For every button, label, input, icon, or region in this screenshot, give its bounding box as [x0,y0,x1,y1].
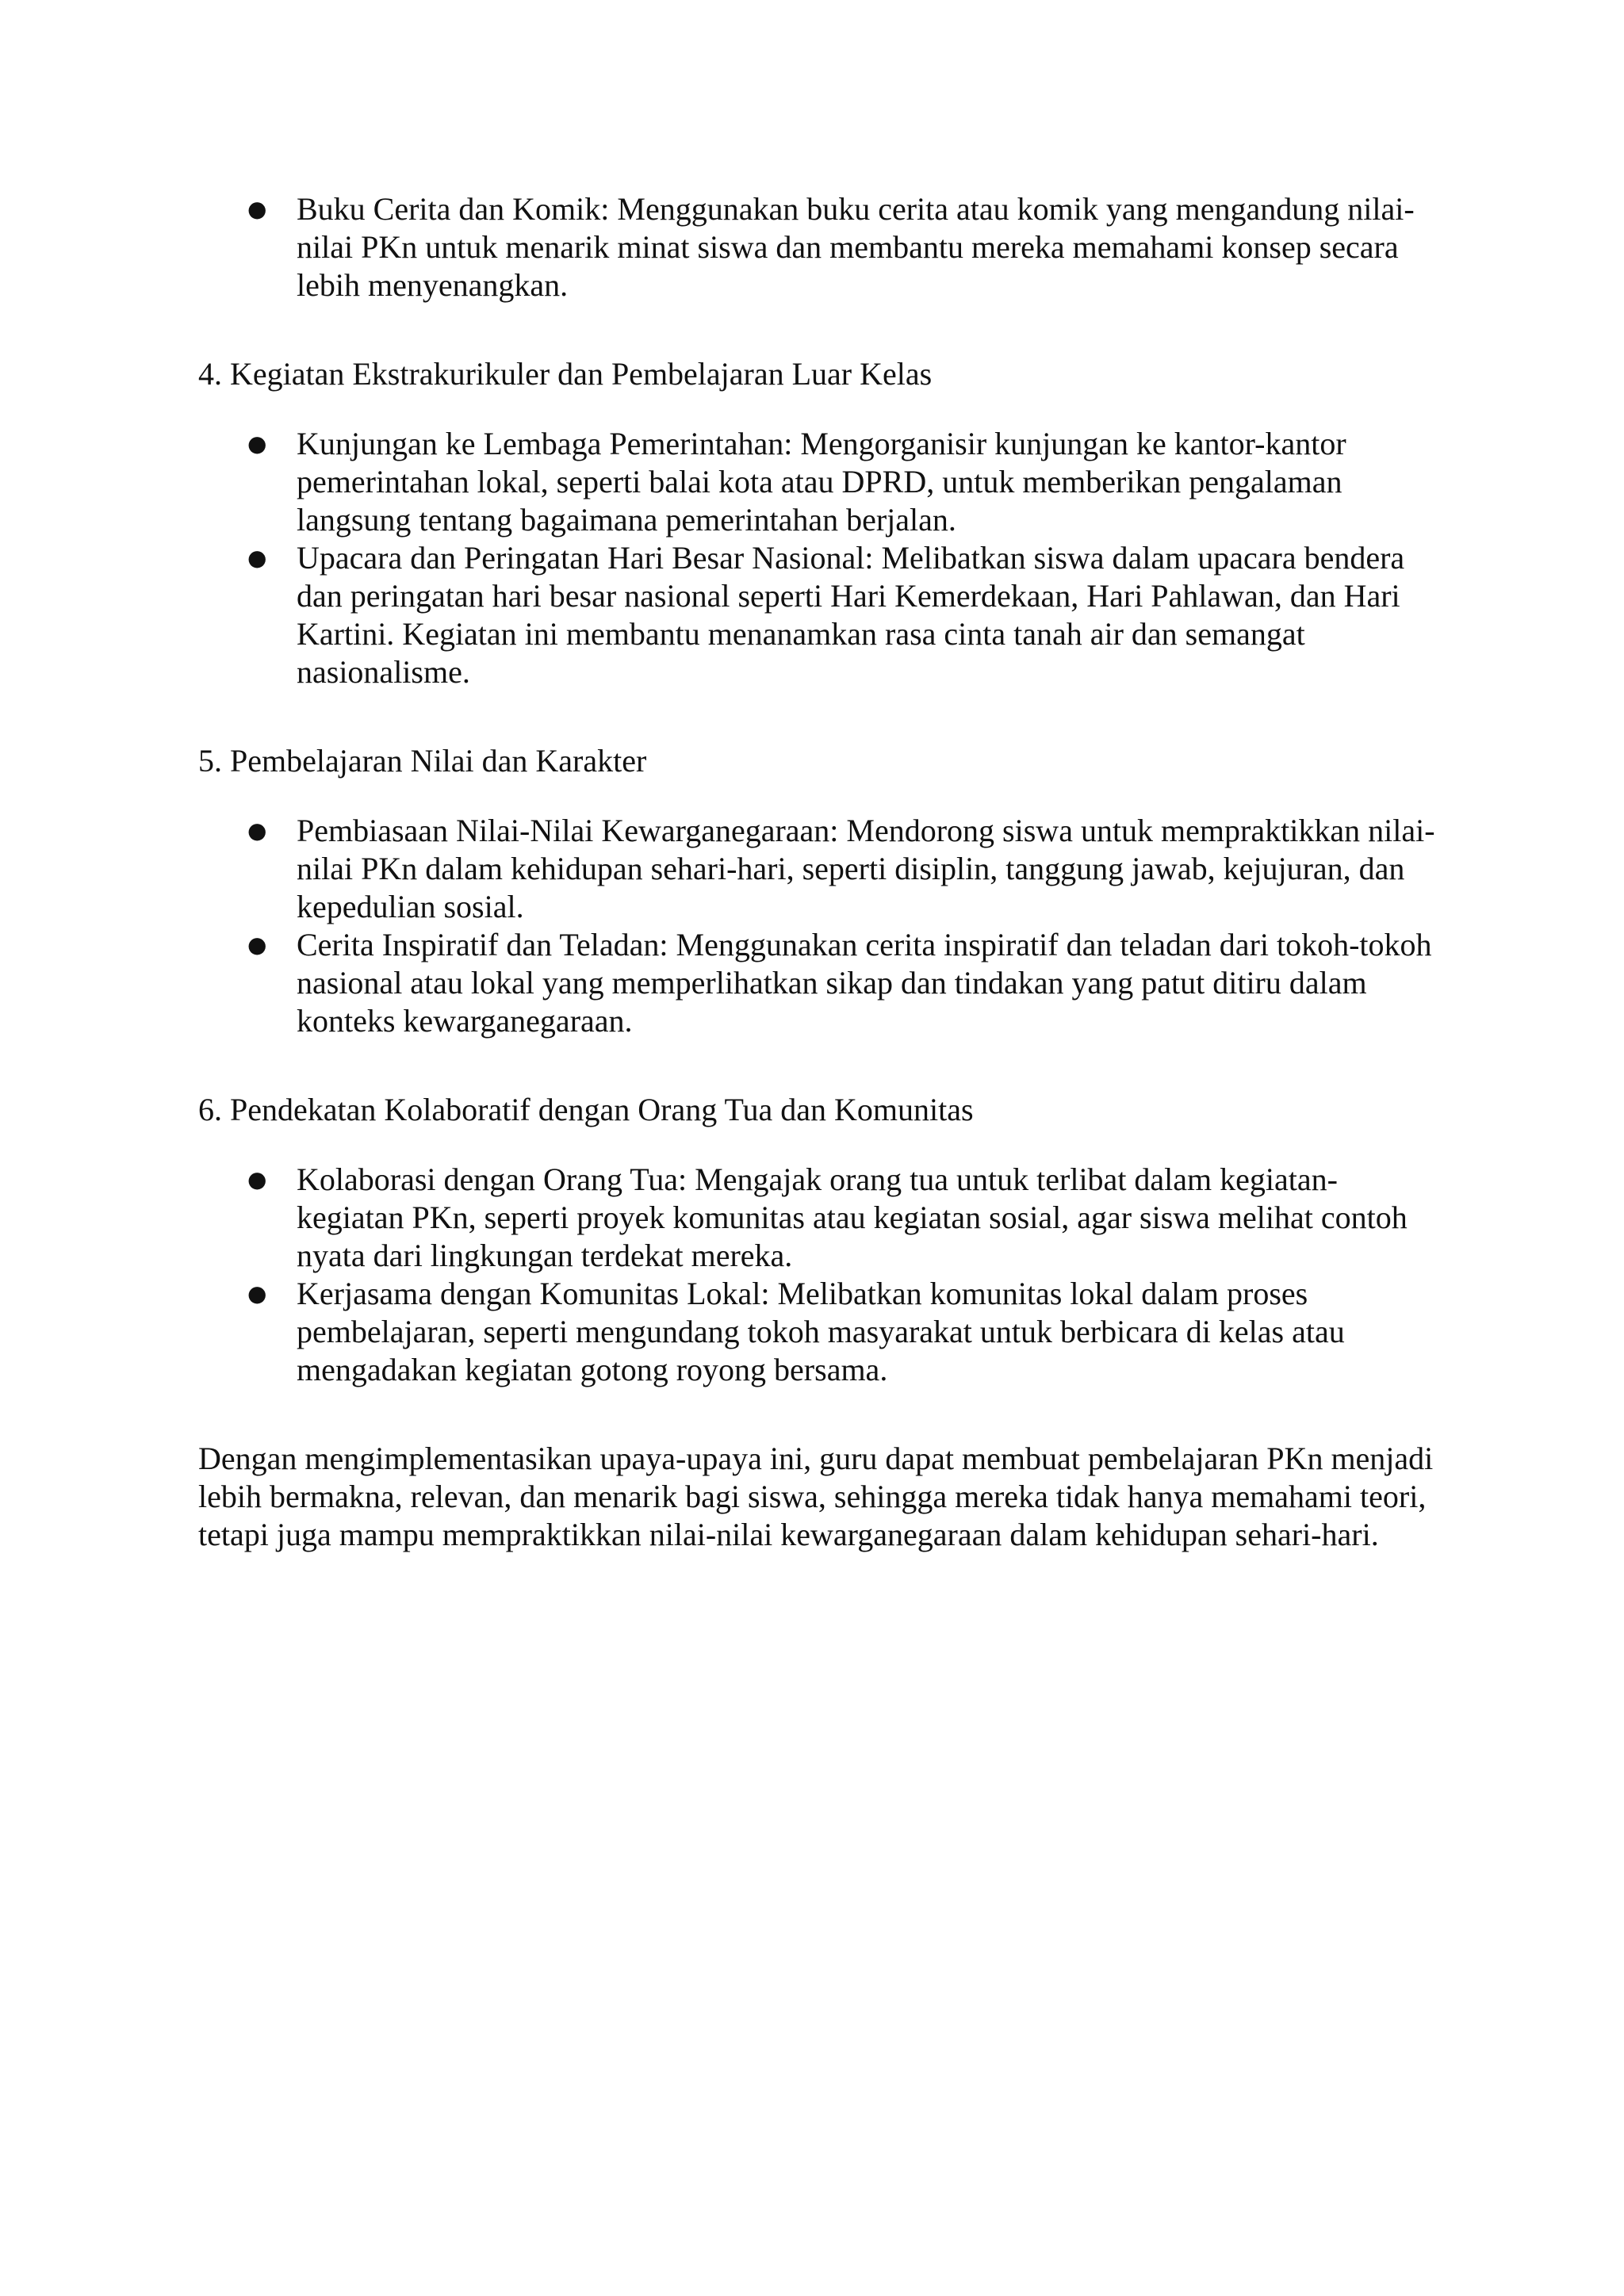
bullet-icon: ● [247,1166,267,1192]
closing-paragraph: Dengan mengimplementasikan upaya-upaya ini, guru dapat membuat pembelajaran PKn menjadi lebih bermakna, relevan, dan menarik bagi siswa, sehingga mereka tidak hanya memahami teori, tetapi juga mampu mempraktikkan nilai-nilai kewarganegaraan dalam kehidupan sehari-hari. [198,1441,1434,1552]
bullet-icon: ● [247,430,267,457]
bullet-icon: ● [247,1280,267,1307]
list-item-text: Pembiasaan Nilai-Nilai Kewarganegaraan: Mendorong siswa untuk mempraktikkan nilai-nilai PKn dalam kehidupan sehari-hari, seperti disiplin, tanggung jawab, kejujuran, dan kepedulian sosial. [297,813,1435,924]
intro-bullet-list [198,190,1435,304]
list-item [198,1275,1435,1389]
section-4-bullet-list [198,425,1435,691]
section-heading-6: 6. Pendekatan Kolaboratif dengan Orang Tua dan Komunitas [198,1092,974,1127]
list-item [198,1161,1435,1275]
bullet-icon: ● [247,545,267,571]
list-item-text: Kerjasama dengan Komunitas Lokal: Melibatkan komunitas lokal dalam proses pembelajaran, seperti mengundang tokoh masyarakat untuk berbicara di kelas atau mengadakan kegiatan gotong royong bersama. [297,1276,1345,1387]
section-5-bullet-list [198,812,1435,1040]
bullet-icon: ● [247,817,267,844]
list-item-text: Buku Cerita dan Komik: Menggunakan buku cerita atau komik yang mengandung nilai-nilai PKn untuk menarik minat siswa dan membantu mereka memahami konsep secara lebih menyenangkan. [297,191,1415,303]
list-item-text: Upacara dan Peringatan Hari Besar Nasional: Melibatkan siswa dalam upacara bendera dan peringatan hari besar nasional seperti Hari Kemerdekaan, Hari Pahlawan, dan Hari Kartini. Kegiatan ini membantu menanamkan rasa cinta tanah air dan semangat nasionalisme. [297,540,1405,690]
list-item [198,812,1435,926]
list-item [198,190,1435,304]
list-item-text: Kolaborasi dengan Orang Tua: Mengajak orang tua untuk terlibat dalam kegiatan-kegiatan PKn, seperti proyek komunitas atau kegiatan sosial, agar siswa melihat contoh nyata dari lingkungan terdekat mereka. [297,1161,1408,1273]
list-item-text: Kunjungan ke Lembaga Pemerintahan: Mengorganisir kunjungan ke kantor-kantor pemerintahan lokal, seperti balai kota atau DPRD, untuk memberikan pengalaman langsung tentang bagaimana pemerintahan berjalan. [297,426,1346,538]
section-6-bullet-list [198,1161,1435,1389]
bullet-icon: ● [247,196,267,222]
document-body [198,190,1435,1554]
list-item [198,539,1435,691]
list-item-text: Cerita Inspiratif dan Teladan: Menggunakan cerita inspiratif dan teladan dari tokoh-tokoh nasional atau lokal yang memperlihatkan sikap dan tindakan yang patut ditiru dalam konteks kewarganegaraan. [297,927,1432,1039]
section-heading-5: 5. Pembelajaran Nilai dan Karakter [198,743,647,779]
bullet-icon: ● [247,932,267,958]
section-heading-4: 4. Kegiatan Ekstrakurikuler dan Pembelajaran Luar Kelas [198,356,933,392]
list-item [198,926,1435,1040]
list-item [198,425,1435,539]
